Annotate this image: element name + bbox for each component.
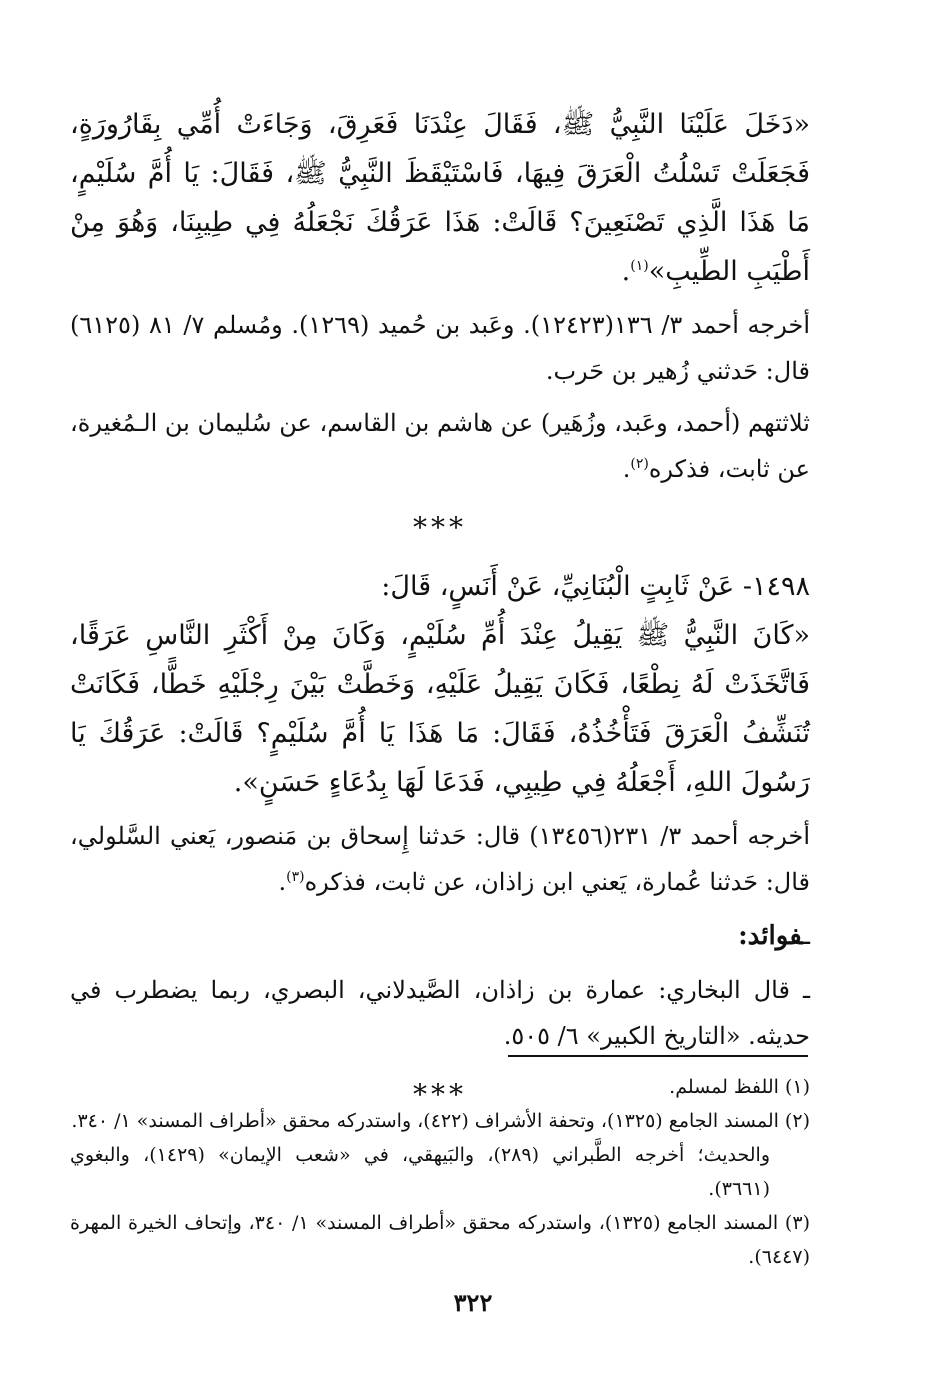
hadith-1498-number: ١٤٩٨-: [742, 571, 810, 602]
fawaid-dash: ـ: [802, 921, 810, 951]
footnote-2-continuation: والحديث؛ أخرجه الطَّبراني (٢٨٩)، والبَيهقي، في «شعب الإيمان» (١٤٢٩)، والبغوي (٣٦٦١).: [70, 1144, 770, 1200]
fawaid-heading-block: [70, 913, 810, 959]
hadith-1498-isnad: عَنْ ثَابِتٍ الْبُنَانِيِّ، عَنْ أَنَسٍ، قَالَ:: [381, 571, 735, 602]
hadith-1497-text: «دَخَلَ عَلَيْنَا النَّبِيُّ ﷺ، فَقَالَ عِنْدَنَا فَعَرِقَ، وَجَاءَتْ أُمِّي بِقَارُورَةٍ، فَجَعَلَتْ تَسْلُتُ الْعَرَقَ فِيهَا، فَاسْتَيْقَظَ النَّبِيُّ ﷺ، فَقَالَ: يَا أُمَّ سُلَيْمٍ، مَا هَذَا الَّذِي تَصْنَعِينَ؟ قَالَتْ: هَذَا عَرَقُكَ نَجْعَلُهُ فِي طِيبِنَا، وَهُوَ مِنْ أَطْيَبِ الطِّيبِ»: [70, 109, 810, 287]
footnote-3: (٣) المسند الجامع (١٣٢٥)، واستدركه محقق «أطراف المسند» ١/ ٣٤٠، وإتحاف الخيرة المهرة (٦٤٤٧).: [70, 1212, 810, 1268]
takhrij-1497-b-end: .: [622, 455, 631, 483]
section-separator-2: ***: [413, 1078, 467, 1111]
hadith-1497-text-block: [70, 100, 810, 296]
footnote-marker-1: (١): [630, 258, 649, 274]
takhrij-1497-b-block: [70, 400, 810, 492]
hadith-1497-end: .: [621, 256, 631, 287]
footnote-marker-2: (٢): [630, 456, 649, 472]
hadith-1498-text: «كَانَ النَّبِيُّ ﷺ يَقِيلُ عِنْدَ أُمِّ سُلَيْمٍ، وَكَانَ مِنْ أَكْثَرِ النَّاسِ عَرَقًا، فَاتَّخَذَتْ لَهُ نِطْعًا، فَكَانَ يَقِيلُ عَلَيْهِ، وَخَطَّتْ بَيْنَ رِجْلَيْهِ خَطًّا، فَكَانَتْ تُنَشِّفُ الْعَرَقَ فَتَأْخُذُهُ، فَقَالَ: مَا هَذَا يَا أُمَّ سُلَيْمٍ؟ قَالَتْ: عَرَقُكَ يَا رَسُولَ اللهِ، أَجْعَلُهُ فِي طِيبِي، فَدَعَا لَهَا بِدُعَاءٍ حَسَنٍ».: [70, 620, 810, 798]
takhrij-1498: أخرجه أحمد ٣/ ٢٣١(١٣٤٥٦) قال: حَدثنا إِسحاق بن مَنصور، يَعني السَّلولي، قال: حَدثنا عُمارة، يَعني ابن زاذان، عن ثابت، فذكره: [70, 822, 811, 896]
footnote-1: (١) اللفظ لمسلم.: [669, 1076, 810, 1098]
footnotes: [70, 1070, 810, 1274]
footnote-divider: [508, 1055, 808, 1057]
page-number: ٣٢٢: [453, 1288, 493, 1317]
hadith-1498-heading: [70, 562, 810, 611]
page-body: [70, 100, 810, 1129]
takhrij-1497-b: ثلاثتهم (أحمد، وعَبد، وزُهَير) عن هاشم بن القاسم، عن سُليمان بن الـمُغيرة، عن ثابت، فذكره: [70, 409, 810, 483]
takhrij-1498-block: [70, 813, 810, 905]
fawaid-heading: فوائد:: [738, 921, 803, 951]
footnote-2: (٢) المسند الجامع (١٣٢٥)، وتحفة الأشراف (٤٢٢)، واستدركه محقق «أطراف المسند» ١/ ٣٤٠.: [71, 1110, 810, 1132]
takhrij-1497-a: أخرجه أحمد ٣/ ١٣٦(١٢٤٢٣). وعَبد بن حُميد (١٢٦٩). ومُسلم ٧/ ٨١ (٦١٢٥) قال: حَدثني زُهير بن حَرب.: [70, 311, 811, 385]
fawaid-text: ـ قال البخاري: عمارة بن زاذان، الصَّيدلاني، البصري، ربما يضطرب في حديثه. «التاريخ الكبير» ٦/ ٥٠٥.: [70, 976, 810, 1050]
takhrij-1498-end: .: [278, 868, 287, 896]
footnote-marker-3: (٣): [286, 869, 305, 885]
section-separator-1: ***: [413, 511, 467, 544]
